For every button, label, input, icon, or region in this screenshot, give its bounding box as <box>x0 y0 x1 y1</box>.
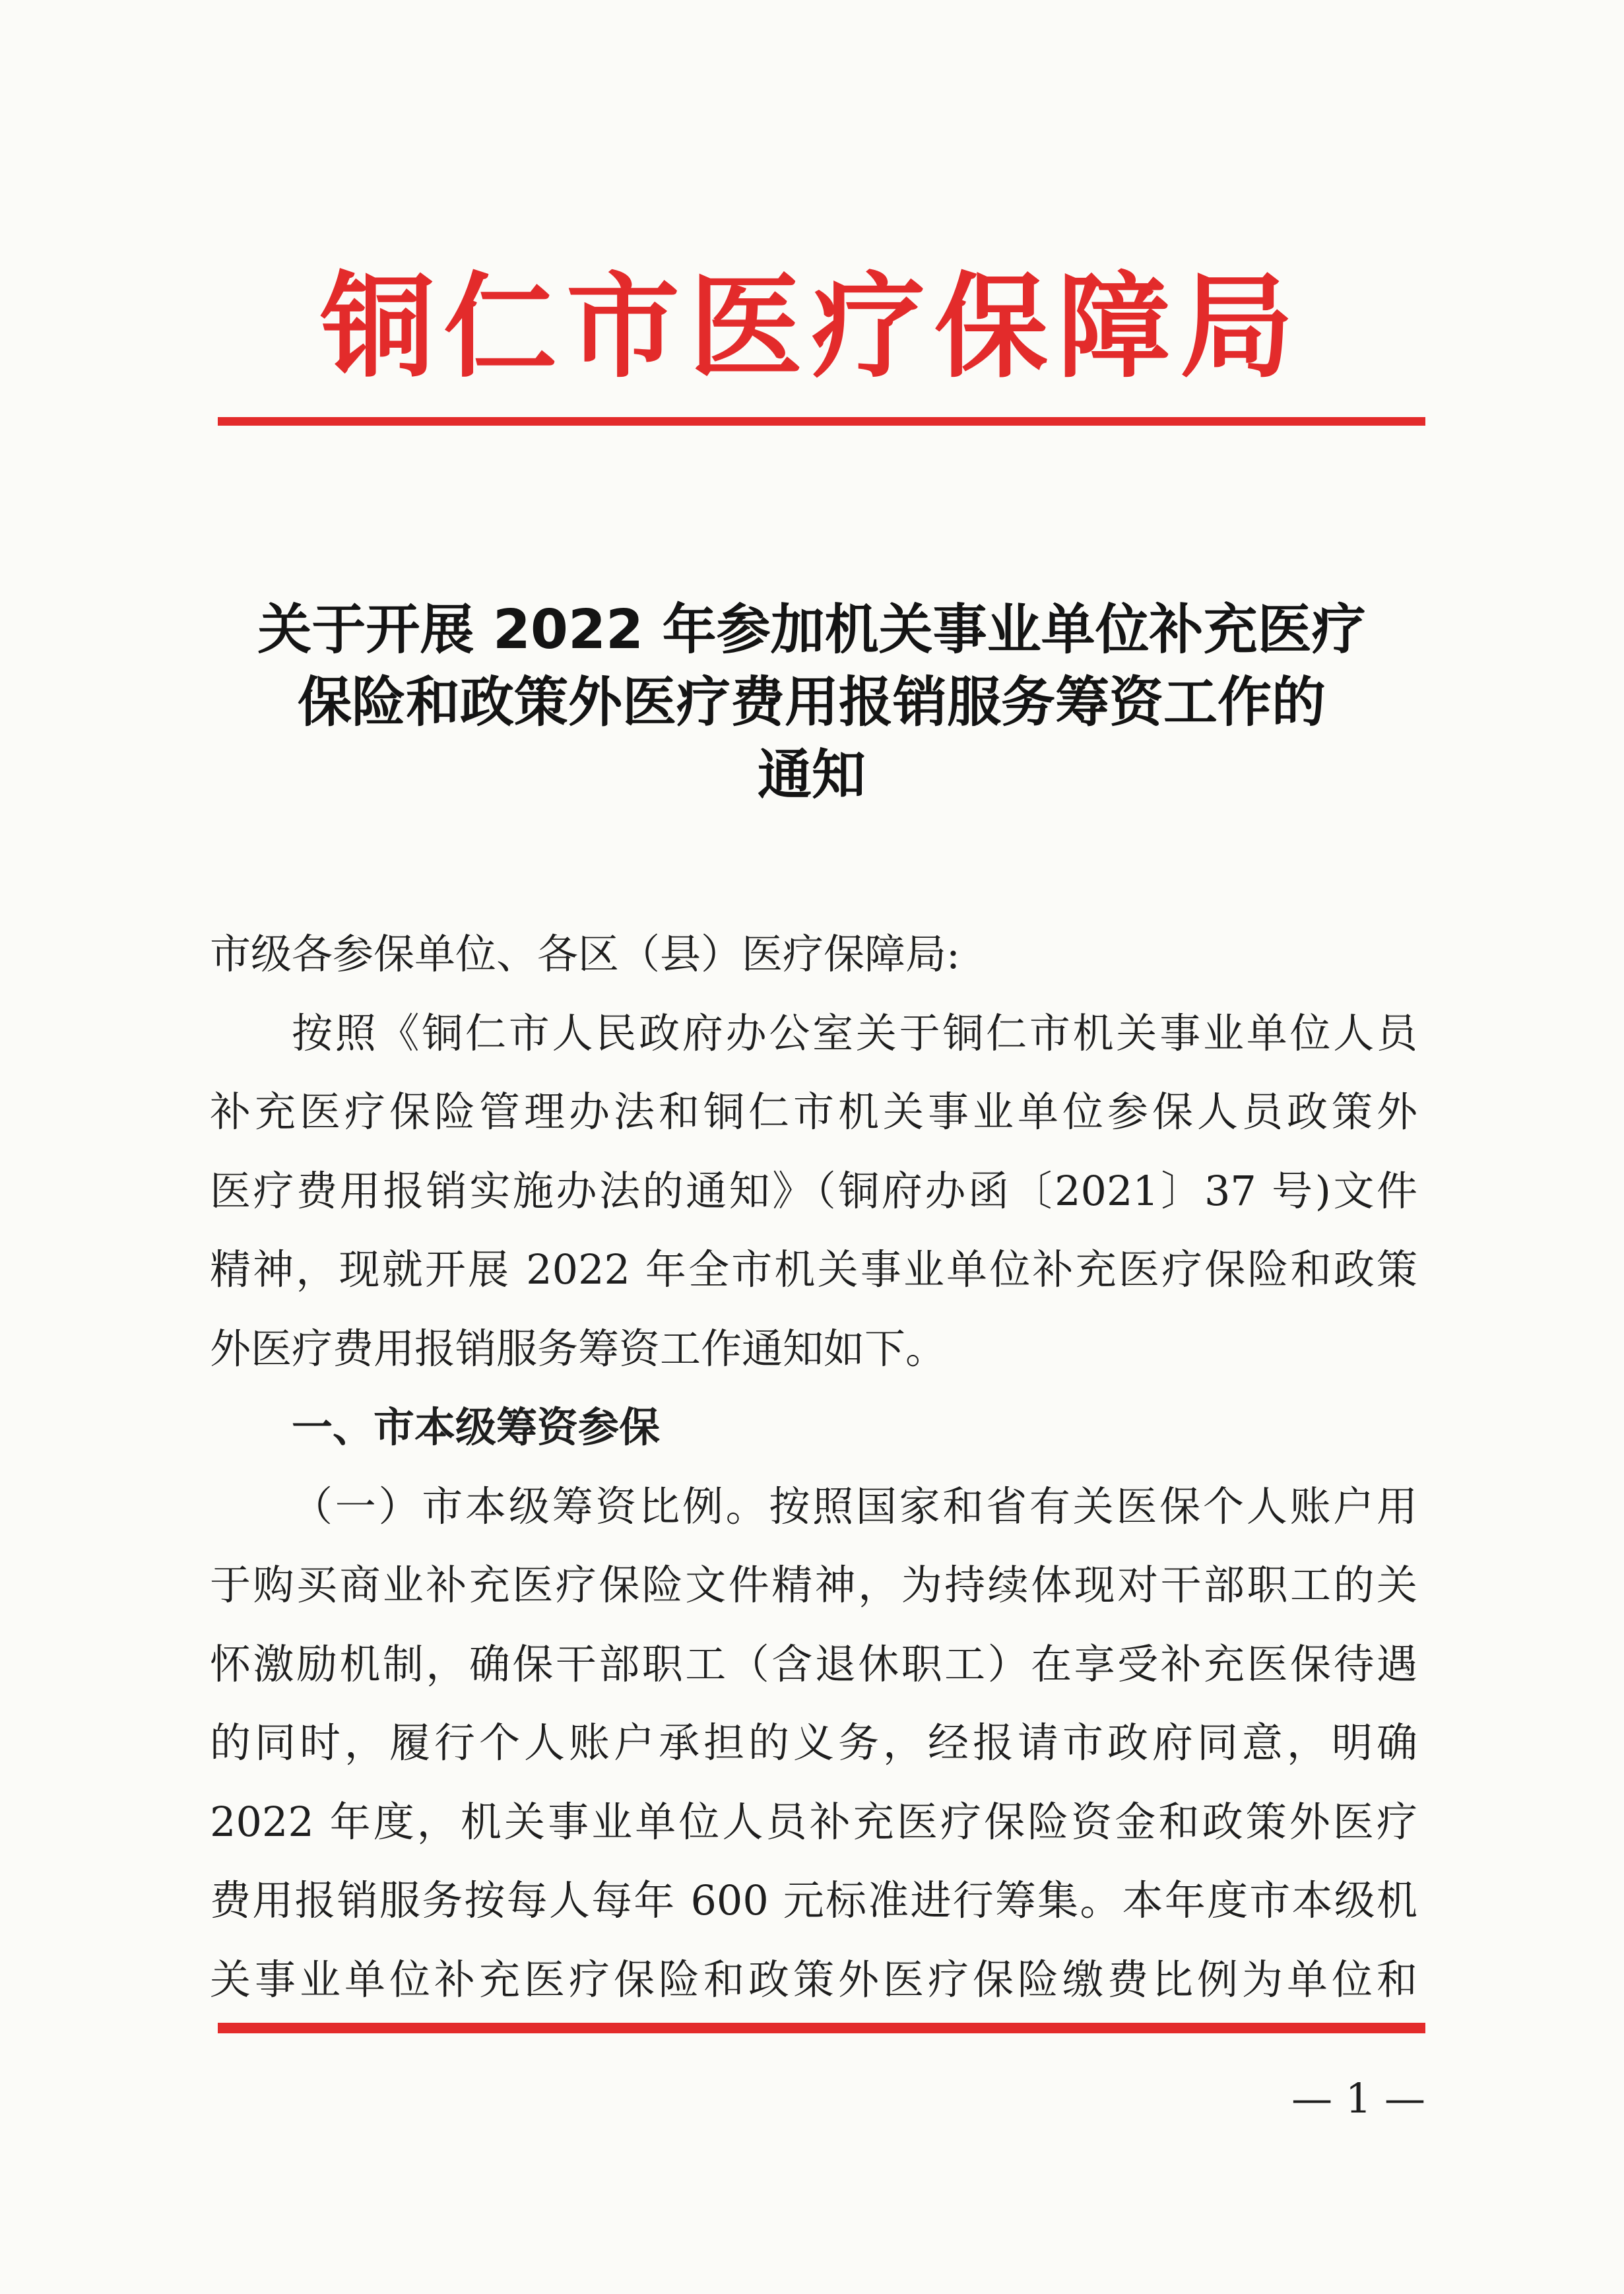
title-line-2: 保险和政策外医疗费用报销服务筹资工作的 <box>297 671 1326 734</box>
body-line: 外医疗费用报销服务筹资工作通知如下。 <box>210 1324 947 1373</box>
title-line-3: 通知 <box>757 744 866 806</box>
section-heading: 一、市本级筹资参保 <box>292 1403 661 1451</box>
body-line: 医疗费用报销实施办法的通知》（铜府办函〔2021〕37 号)文件 <box>210 1166 1417 1215</box>
body-line: 按照《铜仁市人民政府办公室关于铜仁市机关事业单位人员 <box>292 1008 1417 1057</box>
salutation: 市级各参保单位、各区（县）医疗保障局: <box>210 930 960 978</box>
document-title <box>191 594 1432 812</box>
organization-header: 铜仁市医疗保障局 <box>321 259 1303 393</box>
title-line-1: 关于开展 2022 年参加机关事业单位补充医疗 <box>257 599 1366 661</box>
body-line: 费用报销服务按每人每年 600 元标准进行筹集。本年度市本级机 <box>210 1876 1417 1924</box>
footer-red-rule <box>218 2023 1425 2033</box>
body-line: 于购买商业补充医疗保险文件精神，为持续体现对干部职工的关 <box>210 1561 1417 1609</box>
page-number: — 1 — <box>1291 2074 1425 2122</box>
body-line: 的同时，履行个人账户承担的义务，经报请市政府同意，明确 <box>210 1719 1417 1767</box>
header-red-rule <box>218 417 1425 426</box>
body-line: 2022 年度，机关事业单位人员补充医疗保险资金和政策外医疗 <box>210 1797 1417 1846</box>
document-body <box>210 915 1417 2019</box>
body-line: 怀激励机制，确保干部职工（含退休职工）在享受补充医保待遇 <box>210 1639 1417 1688</box>
body-line: 补充医疗保险管理办法和铜仁市机关事业单位参保人员政策外 <box>210 1088 1417 1136</box>
body-line: 关事业单位补充医疗保险和政策外医疗保险缴费比例为单位和 <box>210 1955 1417 2004</box>
body-line: （一）市本级筹资比例。按照国家和省有关医保个人账户用 <box>292 1482 1417 1530</box>
body-line: 精神，现就开展 2022 年全市机关事业单位补充医疗保险和政策 <box>210 1245 1417 1294</box>
